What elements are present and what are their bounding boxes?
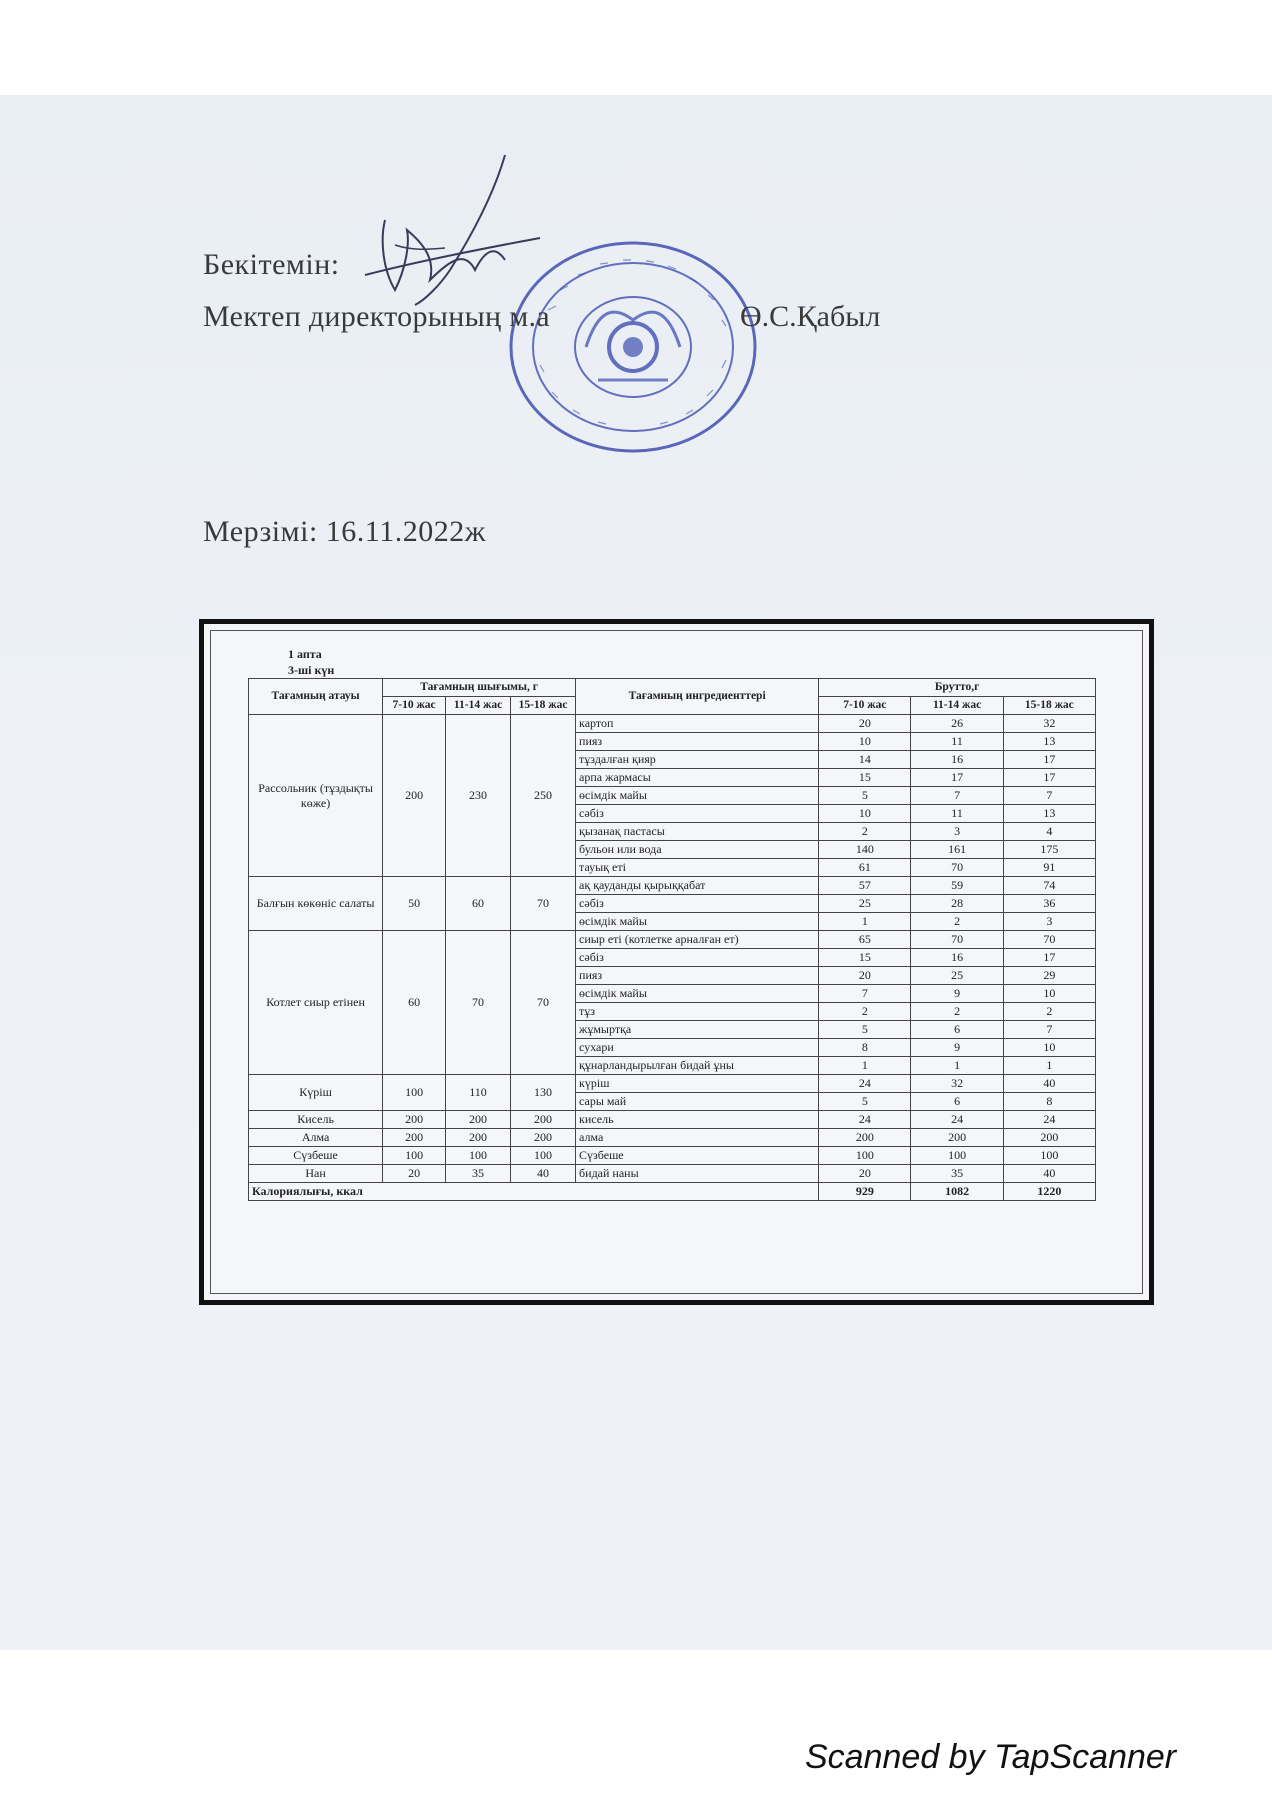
dish-yield: 60 — [446, 877, 511, 931]
brutto-value: 74 — [1003, 877, 1095, 895]
dish-yield: 35 — [446, 1165, 511, 1183]
brutto-value: 13 — [1003, 805, 1095, 823]
dish-name: Котлет сиыр етінен — [249, 931, 383, 1075]
dish-yield: 70 — [511, 877, 576, 931]
ingredient-name: бульон или вода — [576, 841, 819, 859]
ingredient-name: сәбіз — [576, 949, 819, 967]
brutto-value: 8 — [1003, 1093, 1095, 1111]
ingredient-name: сәбіз — [576, 895, 819, 913]
dish-name: Кисель — [249, 1111, 383, 1129]
brutto-value: 10 — [1003, 1039, 1095, 1057]
brutto-value: 5 — [819, 1021, 911, 1039]
scanner-watermark: Scanned by TapScanner — [805, 1738, 1177, 1776]
day-label: 3-ші күн — [288, 663, 335, 677]
header-yield-age: 11-14 жас — [446, 697, 511, 715]
brutto-value: 13 — [1003, 733, 1095, 751]
header-ingredients: Тағамның ингредиенттері — [576, 679, 819, 715]
brutto-value: 36 — [1003, 895, 1095, 913]
ingredient-name: сиыр еті (котлетке арналған ет) — [576, 931, 819, 949]
table-row — [249, 1111, 1096, 1129]
dish-yield: 200 — [383, 1111, 446, 1129]
dish-yield: 130 — [511, 1075, 576, 1111]
brutto-value: 25 — [911, 967, 1003, 985]
brutto-value: 32 — [911, 1075, 1003, 1093]
brutto-value: 17 — [1003, 949, 1095, 967]
brutto-value: 40 — [1003, 1165, 1095, 1183]
brutto-value: 20 — [819, 715, 911, 733]
dish-yield: 20 — [383, 1165, 446, 1183]
brutto-value: 15 — [819, 769, 911, 787]
ingredient-name: жұмыртқа — [576, 1021, 819, 1039]
brutto-value: 161 — [911, 841, 1003, 859]
brutto-value: 200 — [911, 1129, 1003, 1147]
dish-yield: 200 — [446, 1129, 511, 1147]
brutto-value: 17 — [1003, 751, 1095, 769]
dish-yield: 70 — [446, 931, 511, 1075]
brutto-value: 3 — [1003, 913, 1095, 931]
ingredient-name: ақ қауданды қырыққабат — [576, 877, 819, 895]
total-value: 1082 — [911, 1183, 1003, 1201]
brutto-value: 24 — [819, 1111, 911, 1129]
ingredient-name: сары май — [576, 1093, 819, 1111]
brutto-value: 35 — [911, 1165, 1003, 1183]
header-yield-age: 15-18 жас — [511, 697, 576, 715]
brutto-value: 2 — [911, 913, 1003, 931]
approve-label: Бекітемін: — [203, 248, 340, 281]
menu-date: Мерзімі: 16.11.2022ж — [203, 515, 486, 548]
dish-yield: 200 — [383, 715, 446, 877]
dish-name: Алма — [249, 1129, 383, 1147]
official-seal — [508, 240, 758, 455]
brutto-value: 140 — [819, 841, 911, 859]
brutto-value: 5 — [819, 787, 911, 805]
table-row — [249, 1075, 1096, 1093]
brutto-value: 1 — [1003, 1057, 1095, 1075]
brutto-value: 9 — [911, 1039, 1003, 1057]
brutto-value: 11 — [911, 805, 1003, 823]
brutto-value: 7 — [1003, 1021, 1095, 1039]
table-row — [249, 1165, 1096, 1183]
ingredient-name: тұздалған қияр — [576, 751, 819, 769]
dish-name: Күріш — [249, 1075, 383, 1111]
dish-yield: 200 — [446, 1111, 511, 1129]
header-yield-age: 7-10 жас — [383, 697, 446, 715]
brutto-value: 7 — [1003, 787, 1095, 805]
dish-name: Сүзбеше — [249, 1147, 383, 1165]
ingredient-name: тауық еті — [576, 859, 819, 877]
brutto-value: 20 — [819, 967, 911, 985]
brutto-value: 25 — [819, 895, 911, 913]
table-row — [249, 877, 1096, 895]
ingredient-name: алма — [576, 1129, 819, 1147]
brutto-value: 16 — [911, 751, 1003, 769]
brutto-value: 100 — [911, 1147, 1003, 1165]
brutto-value: 1 — [819, 913, 911, 931]
brutto-value: 91 — [1003, 859, 1095, 877]
ingredient-name: пияз — [576, 733, 819, 751]
brutto-value: 5 — [819, 1093, 911, 1111]
ingredient-name: тұз — [576, 1003, 819, 1021]
header-brutto: Брутто,г — [819, 679, 1096, 697]
brutto-value: 24 — [911, 1111, 1003, 1129]
dish-yield: 60 — [383, 931, 446, 1075]
dish-name: Рассольник (тұздықты көже) — [249, 715, 383, 877]
director-name: Ө.С.Қабыл — [740, 300, 881, 333]
brutto-value: 8 — [819, 1039, 911, 1057]
dish-yield: 200 — [383, 1129, 446, 1147]
brutto-value: 70 — [1003, 931, 1095, 949]
brutto-value: 2 — [819, 823, 911, 841]
brutto-value: 40 — [1003, 1075, 1095, 1093]
brutto-value: 20 — [819, 1165, 911, 1183]
dish-name: Нан — [249, 1165, 383, 1183]
header-brutto-age: 15-18 жас — [1003, 697, 1095, 715]
dish-yield: 200 — [511, 1111, 576, 1129]
dish-yield: 70 — [511, 931, 576, 1075]
brutto-value: 24 — [819, 1075, 911, 1093]
brutto-value: 16 — [911, 949, 1003, 967]
brutto-value: 6 — [911, 1021, 1003, 1039]
ingredient-name: өсімдік майы — [576, 787, 819, 805]
brutto-value: 57 — [819, 877, 911, 895]
table-row — [249, 931, 1096, 949]
ingredient-name: пияз — [576, 967, 819, 985]
brutto-value: 24 — [1003, 1111, 1095, 1129]
brutto-value: 4 — [1003, 823, 1095, 841]
brutto-value: 200 — [819, 1129, 911, 1147]
header-brutto-age: 7-10 жас — [819, 697, 911, 715]
brutto-value: 2 — [1003, 1003, 1095, 1021]
brutto-value: 9 — [911, 985, 1003, 1003]
brutto-value: 10 — [819, 733, 911, 751]
brutto-value: 200 — [1003, 1129, 1095, 1147]
brutto-value: 175 — [1003, 841, 1095, 859]
table-row — [249, 1129, 1096, 1147]
brutto-value: 10 — [1003, 985, 1095, 1003]
ingredient-name: Сүзбеше — [576, 1147, 819, 1165]
brutto-value: 11 — [911, 733, 1003, 751]
brutto-value: 7 — [819, 985, 911, 1003]
brutto-value: 70 — [911, 859, 1003, 877]
brutto-value: 6 — [911, 1093, 1003, 1111]
ingredient-name: өсімдік майы — [576, 985, 819, 1003]
brutto-value: 10 — [819, 805, 911, 823]
week-label: 1 апта — [288, 647, 322, 661]
ingredient-name: арпа жармасы — [576, 769, 819, 787]
brutto-value: 65 — [819, 931, 911, 949]
dish-yield: 50 — [383, 877, 446, 931]
brutto-value: 17 — [1003, 769, 1095, 787]
week-day-label — [288, 646, 334, 678]
ingredient-name: өсімдік майы — [576, 913, 819, 931]
dish-name: Балғын көкөніс салаты — [249, 877, 383, 931]
dish-yield: 100 — [511, 1147, 576, 1165]
brutto-value: 15 — [819, 949, 911, 967]
total-value: 1220 — [1003, 1183, 1095, 1201]
menu-table — [248, 678, 1096, 1201]
header-yield: Тағамның шығымы, г — [383, 679, 576, 697]
brutto-value: 100 — [819, 1147, 911, 1165]
brutto-value: 28 — [911, 895, 1003, 913]
dish-yield: 200 — [511, 1129, 576, 1147]
total-value: 929 — [819, 1183, 911, 1201]
header-dish: Тағамның атауы — [249, 679, 383, 715]
ingredient-name: күріш — [576, 1075, 819, 1093]
table-row — [249, 1147, 1096, 1165]
ingredient-name: картоп — [576, 715, 819, 733]
ingredient-name: сухари — [576, 1039, 819, 1057]
brutto-value: 29 — [1003, 967, 1095, 985]
ingredient-name: құнарландырылған бидай ұны — [576, 1057, 819, 1075]
dish-yield: 110 — [446, 1075, 511, 1111]
dish-yield: 250 — [511, 715, 576, 877]
brutto-value: 59 — [911, 877, 1003, 895]
brutto-value: 7 — [911, 787, 1003, 805]
brutto-value: 17 — [911, 769, 1003, 787]
brutto-value: 61 — [819, 859, 911, 877]
brutto-value: 2 — [819, 1003, 911, 1021]
brutto-value: 14 — [819, 751, 911, 769]
total-row — [249, 1183, 1096, 1201]
brutto-value: 2 — [911, 1003, 1003, 1021]
dish-yield: 230 — [446, 715, 511, 877]
brutto-value: 100 — [1003, 1147, 1095, 1165]
brutto-value: 26 — [911, 715, 1003, 733]
director-label: Мектеп директорының м.а — [203, 300, 550, 333]
dish-yield: 100 — [446, 1147, 511, 1165]
table-row — [249, 715, 1096, 733]
brutto-value: 1 — [911, 1057, 1003, 1075]
brutto-value: 70 — [911, 931, 1003, 949]
ingredient-name: қызанақ пастасы — [576, 823, 819, 841]
menu-frame — [199, 619, 1154, 1305]
ingredient-name: сәбіз — [576, 805, 819, 823]
dish-yield: 40 — [511, 1165, 576, 1183]
ingredient-name: бидай наны — [576, 1165, 819, 1183]
ingredient-name: кисель — [576, 1111, 819, 1129]
brutto-value: 32 — [1003, 715, 1095, 733]
brutto-value: 1 — [819, 1057, 911, 1075]
dish-yield: 100 — [383, 1075, 446, 1111]
total-label: Калориялығы, ккал — [249, 1183, 819, 1201]
dish-yield: 100 — [383, 1147, 446, 1165]
header-brutto-age: 11-14 жас — [911, 697, 1003, 715]
brutto-value: 3 — [911, 823, 1003, 841]
